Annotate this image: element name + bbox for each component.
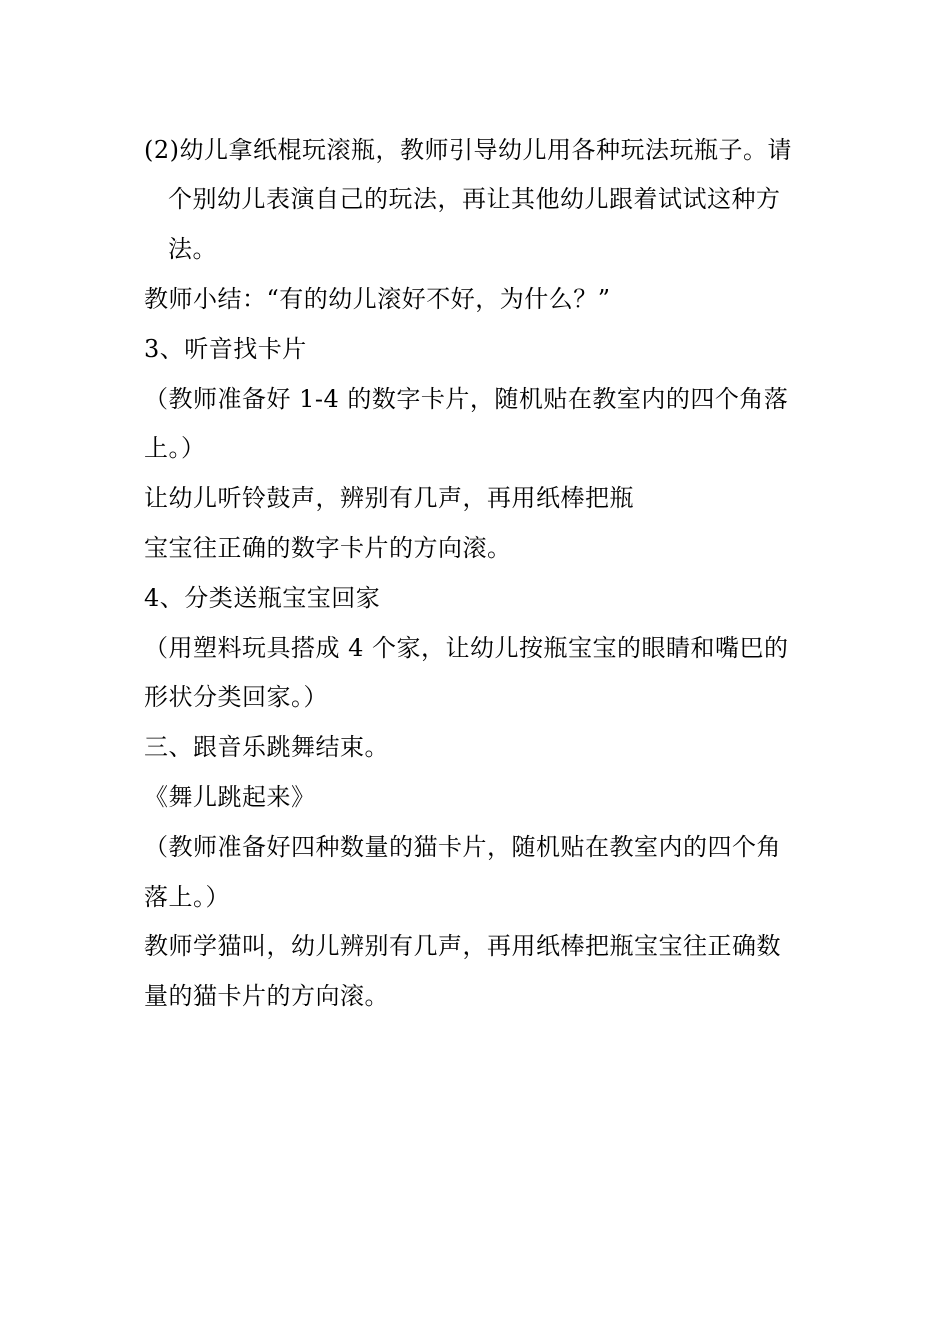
text-line-toy-homes: （用塑料玩具搭成 4 个家，让幼儿按瓶宝宝的眼睛和嘴巴的	[144, 634, 789, 662]
text-line-cat-meow-end: 量的猫卡片的方向滚。	[144, 982, 389, 1010]
text-line-toy-homes-end: 形状分类回家。）	[144, 683, 328, 711]
text-line-play-bottle-step: (2)幼儿拿纸棍玩滚瓶，教师引导幼儿用各种玩法玩瓶子。请	[144, 136, 792, 164]
text-line-card-prep: （教师准备好 1-4 的数字卡片，随机贴在教室内的四个角落	[144, 385, 789, 413]
text-line-play-bottle-end: 法。	[168, 235, 217, 263]
text-line-song-title: 《舞儿跳起来》	[144, 783, 316, 811]
section-heading-dance-end: 三、跟音乐跳舞结束。	[144, 733, 389, 761]
text-line-card-prep-end: 上。）	[144, 434, 206, 462]
text-line-cat-card-prep-end: 落上。）	[144, 883, 230, 911]
text-line-tambourine: 让幼儿听铃鼓声，辨别有几声，再用纸棒把瓶	[144, 484, 634, 512]
section-heading-listen-cards: 3、听音找卡片	[144, 335, 307, 363]
text-line-play-bottle-cont: 个别幼儿表演自己的玩法，再让其他幼儿跟着试试这种方	[168, 185, 781, 213]
text-line-cat-meow: 教师学猫叫，幼儿辨别有几声，再用纸棒把瓶宝宝往正确数	[144, 932, 781, 960]
text-line-tambourine-end: 宝宝往正确的数字卡片的方向滚。	[144, 534, 512, 562]
text-line-cat-card-prep: （教师准备好四种数量的猫卡片，随机贴在教室内的四个角	[144, 833, 781, 861]
section-heading-sort-bottles: 4、分类送瓶宝宝回家	[144, 584, 381, 612]
text-line-teacher-summary: 教师小结：“有的幼儿滚好不好，为什么？”	[144, 285, 611, 313]
